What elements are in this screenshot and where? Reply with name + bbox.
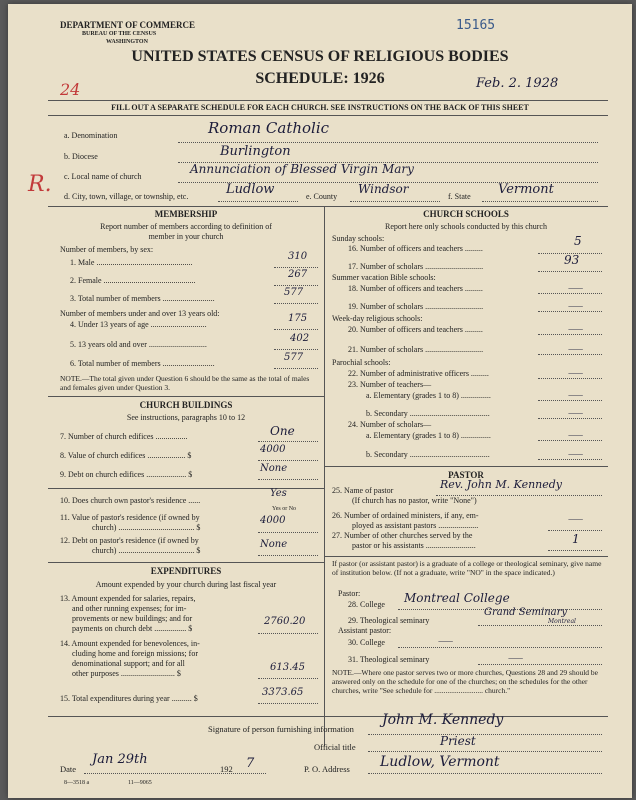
- city-label: d. City, town, village, or township, etc.: [64, 192, 189, 201]
- q14-label2: cluding home and foreign missions; for: [72, 649, 198, 658]
- sunday-schools: Sunday schools:: [332, 234, 385, 243]
- q24b-label: b. Secondary ........................................: [366, 450, 490, 459]
- q24a-label: a. Elementary (grades 1 to 8) ...............: [366, 431, 491, 440]
- schools-heading: CHURCH SCHOOLS: [423, 209, 509, 219]
- q5-value: 402: [290, 333, 310, 344]
- q25-note: (If church has no pastor, write "None"): [352, 496, 477, 505]
- summer-schools: Summer vacation Bible schools:: [332, 273, 436, 282]
- weekday-schools: Week-day religious schools:: [332, 314, 423, 323]
- membership-note: NOTE.—The total given under Question 6 should be the same as the total of males and females given under Question 3.: [60, 374, 310, 392]
- q11-value: 4000: [260, 515, 286, 526]
- q4-value: 175: [288, 313, 308, 324]
- department: DEPARTMENT OF COMMERCE: [60, 20, 196, 30]
- q13-label2: and other running expenses; for im-: [72, 604, 187, 613]
- q17-value: 93: [564, 253, 580, 267]
- q23a-label: a. Elementary (grades 1 to 8) ...............: [366, 391, 491, 400]
- q31-label: 31. Theological seminary: [348, 655, 430, 664]
- q5-label: 5. 13 years old and over .............................: [70, 340, 207, 349]
- q2-value: 267: [288, 269, 308, 280]
- q7-value: One: [270, 424, 295, 438]
- form-number: 15165: [456, 18, 496, 33]
- q21-label: 21. Number of scholars .............................: [348, 345, 484, 354]
- q8-value: 4000: [260, 444, 286, 455]
- assistant-sub: Assistant pastor:: [338, 626, 392, 635]
- q20-label: 20. Number of officers and teachers .........: [348, 325, 483, 334]
- q28-label: 28. College: [348, 600, 385, 609]
- q22-label: 22. Number of administrative officers .........: [348, 369, 489, 378]
- q11-label2: church) ...................................... $: [92, 523, 201, 532]
- q23-label: 23. Number of teachers—: [348, 380, 432, 389]
- q19-label: 19. Number of scholars .............................: [348, 302, 484, 311]
- q11-label: 11. Value of pastor's residence (if owned by: [60, 513, 200, 522]
- q15-label: 15. Total expenditures during year .......... $: [60, 694, 198, 703]
- membership-bysex: Number of members, by sex:: [60, 245, 154, 254]
- q6-value: 577: [284, 352, 304, 363]
- q12-value: None: [260, 539, 288, 550]
- q4-label: 4. Under 13 years of age ............................: [70, 320, 207, 329]
- yes-no: Yes or No: [272, 506, 297, 512]
- q25-label: 25. Name of pastor: [332, 486, 394, 495]
- schedule-title: SCHEDULE: 1926: [255, 70, 385, 87]
- official-title-value: Priest: [440, 734, 476, 748]
- year-value: 7: [246, 756, 255, 771]
- q8-label: 8. Value of church edifices ................... $: [60, 451, 192, 460]
- q13-label1: 13. Amount expended for salaries, repairs,: [60, 594, 196, 603]
- q9-label: 9. Debt on church edifices .................... $: [60, 470, 193, 479]
- q26-label: 26. Number of ordained ministers, if any, em-: [332, 511, 479, 520]
- church-name-value: Annunciation of Blessed Virgin Mary: [190, 162, 414, 176]
- q14-label4: other purposes ........................... $: [72, 669, 181, 678]
- instruction-line: FILL OUT A SEPARATE SCHEDULE FOR EACH CHURCH. SEE INSTRUCTIONS ON THE BACK OF THIS SHEET: [111, 103, 529, 112]
- membership-heading: MEMBERSHIP: [154, 209, 218, 219]
- q12-label2: church) ...................................... $: [92, 546, 201, 555]
- schools-sub: Report here only schools conducted by this church: [385, 222, 547, 231]
- q15-value: 3373.65: [262, 687, 304, 698]
- county-value: Windsor: [358, 182, 409, 196]
- location: WASHINGTON: [106, 39, 148, 45]
- pastor-heading: PASTOR: [448, 470, 484, 480]
- red-mark-number: 24: [60, 80, 81, 99]
- buildings-sub: See instructions, paragraphs 10 to 12: [126, 413, 246, 422]
- q9-value: None: [260, 463, 288, 474]
- county-label: e. County: [306, 192, 338, 201]
- q25-value: Rev. John M. Kennedy: [440, 478, 563, 491]
- q1-label: 1. Male ................................................: [70, 258, 193, 267]
- graduate-note: If pastor (or assistant pastor) is a graduate of a college or theological seminary, give name of institution below. (If not a graduate, write "NO" in the space indicated.): [332, 559, 602, 577]
- expenditures-sub: Amount expended by your church during last fiscal year: [95, 580, 277, 589]
- stamp-date: Feb. 2. 1928: [476, 76, 559, 91]
- q14-label1: 14. Amount expended for benevolences, in-: [60, 639, 200, 648]
- denomination-value: Roman Catholic: [208, 119, 330, 137]
- q1-value: 310: [288, 251, 308, 262]
- q26-label2: ployed as assistant pastors ....................: [352, 521, 479, 530]
- multi-church-note: NOTE.—Where one pastor serves two or more churches, Questions 28 and 29 should be answered only on the schedule for one of the churches; on the schedules for the other churches, write "See schedule for .......................... church.": [332, 668, 598, 695]
- q29-label: 29. Theological seminary: [348, 616, 430, 625]
- signature-label: Signature of person furnishing information: [208, 724, 354, 734]
- membership-byage: Number of members under and over 13 years old:: [60, 309, 220, 318]
- address-value: Ludlow, Vermont: [380, 754, 500, 770]
- q27-value: 1: [572, 532, 580, 546]
- state-label: f. State: [448, 192, 471, 201]
- year-prefix: 192: [220, 764, 233, 774]
- date-label: Date: [60, 764, 77, 774]
- signature-value: John M. Kennedy: [382, 712, 504, 728]
- expenditures-heading: EXPENDITURES: [150, 566, 222, 576]
- q12-label: 12. Debt on pastor's residence (if owned by: [60, 536, 199, 545]
- church-name-label: c. Local name of church: [64, 172, 142, 181]
- q13-value: 2760.20: [264, 616, 306, 627]
- q6-label: 6. Total number of members ..........................: [70, 359, 215, 368]
- form-title: UNITED STATES CENSUS OF RELIGIOUS BODIES: [131, 48, 509, 65]
- q30-label: 30. College: [348, 638, 385, 647]
- q16-label: 16. Number of officers and teachers .........: [348, 244, 483, 253]
- q7-label: 7. Number of church edifices ................: [60, 432, 188, 441]
- form-code: 8—3518 a: [64, 780, 90, 786]
- q17-label: 17. Number of scholars .............................: [348, 262, 484, 271]
- q23b-label: b. Secondary ........................................: [366, 409, 490, 418]
- q27-label: 27. Number of other churches served by the: [332, 531, 473, 540]
- print-code: 11—9065: [128, 780, 152, 786]
- address-label: P. O. Address: [304, 764, 350, 774]
- q3-value: 577: [284, 287, 304, 298]
- membership-sub1: Report number of members according to definition of: [100, 222, 272, 231]
- bureau: BUREAU OF THE CENSUS: [82, 31, 157, 37]
- city-value: Ludlow: [226, 182, 275, 197]
- denomination-label: a. Denomination: [64, 131, 118, 140]
- parochial-schools: Parochial schools:: [332, 358, 391, 367]
- q29-value-note: Montreal: [548, 618, 576, 625]
- q16-value: 5: [574, 234, 582, 248]
- q13-label4: payments on church debt ................ $: [72, 624, 193, 633]
- diocese-label: b. Diocese: [64, 152, 98, 161]
- q14-value: 613.45: [270, 662, 305, 673]
- date-value: Jan 29th: [92, 752, 148, 767]
- official-title-label: Official title: [314, 742, 356, 752]
- q14-label3: denominational support; and for all: [72, 659, 185, 668]
- diocese-value: Burlington: [220, 144, 291, 159]
- q13-label3: provements or new buildings; and for: [72, 614, 193, 623]
- buildings-heading: CHURCH BUILDINGS: [139, 400, 233, 410]
- q29-value: Grand Seminary: [484, 607, 568, 618]
- q24-label: 24. Number of scholars—: [348, 420, 432, 429]
- red-mark-r: R.: [28, 172, 52, 197]
- q10-label: 10. Does church own pastor's residence ......: [60, 496, 201, 505]
- state-value: Vermont: [498, 182, 554, 197]
- census-form: DEPARTMENT OF COMMERCE BUREAU OF THE CENSUS WASHINGTON 15165 UNITED STATES CENSUS OF RELIGIOUS BODIES SCHEDULE: 1926 24 Feb. 2. 1928 FILL OUT A SEPARATE SCHEDULE FOR EACH CHURCH. SEE INSTRUCTIONS ON THE BACK OF THIS SHEET a. Denomination Roman Catholic b. Diocese Burlington c. Local name of church Annunciation of Blessed Virgin Mary d. City, town, village, or township, etc. Ludlow e. County Windsor f. State Vermont R. MEMBERSHIP Report number of members according to definition of member in your church Number of members, by sex: 1. Male ................................................ 310 2. Female .............................................. 267 3. Total number of members .......................... 577 Number of members under and over 13 years old: 4. Under 13 years of age ............................ 175 5. 13 years old and over ............................. 402 6. Total number of members .......................... 577 NOTE.—The total given under Question 6 should be the same as the total of males and females given under Question 3. CHURCH BUILDINGS See instructions, paragraphs 10 to 12 7. Number of church edifices ................ One 8. Value of church edifices ................... $ 4000 9. Debt on church edifices .................... $ None 10. Does church own pastor's residence ...... Yes Yes or No 11. Value of pastor's residence (if owned by church) ...................................... $ 4000 12. Debt on pastor's residence (if owned by church) ...................................... $ None EXPENDITURES Amount expended by your church during last fiscal year 13. Amount expended for salaries, repairs, and other running expenses; for im- provements or new buildings; and for payments on church debt ................ $ 2760.20 14. Amount expended for benevolences, in- cluding home and foreign missions; for denominational support; and for all other purposes ........................... $ 613.45 15. Total expenditures during year .......... $ 3373.65 CHURCH SCHOOLS Report here only schools conducted by this church Sunday schools: 16. Number of officers and teachers ......... 5 17. Number of scholars ............................. 93 Summer vacation Bible schools: 18. Number of officers and teachers ......... 19. Number of scholars ............................. Week-day religious schools: 20. Number of officers and teachers ......... 21. Number of scholars ............................. Parochial schools: 22. Number of administrative officers ......... 23. Number of teachers— a. Elementary (grades 1 to 8) ............... b. Secondary ........................................ 24. Number of scholars— a. Elementary (grades 1 to 8) ............... b. Secondary ........................................ ⸺ ⸺ ⸺ ⸺ ⸺ ⸺ ⸺ ⸺ ⸺ PASTOR 25. Name of pastor Rev. John M. Kennedy (If church has no pastor, write "None") 26. Number of ordained ministers, if any, em- ployed as assistant pastors .................... 27. Number of other churches served by the pastor or his assistants ......................... 1 ⸺ If pastor (or assistant pastor) is a graduate of a college or theological seminary, give name of institution below. (If not a graduate, write "NO" in the space indicated.) Pastor: 28. College Montreal College 29. Theological seminary Grand Seminary Montreal Assistant pastor: 30. College ⸺ 31. Theological seminary ⸺ NOTE.—Where one pastor serves two or more churches, Questions 28 and 29 should be answered only on the schedule for one of the churches; on the schedules for the other churches, write "See schedule for .......................... church." Signature of person furnishing information John M. Kennedy Official title Priest Date Jan 29th 192 7 P. O. Address Ludlow, Vermont 8—3518 a 11—9065: [8, 4, 632, 798]
- q28-value: Montreal College: [404, 591, 510, 605]
- q2-label: 2. Female ..............................................: [70, 276, 196, 285]
- q10-value: Yes: [270, 488, 287, 499]
- q3-label: 3. Total number of members ..........................: [70, 294, 215, 303]
- membership-sub2: member in your church: [148, 232, 224, 241]
- pastor-sub: Pastor:: [338, 589, 361, 598]
- q18-label: 18. Number of officers and teachers .........: [348, 284, 483, 293]
- q27-label2: pastor or his assistants .........................: [352, 541, 476, 550]
